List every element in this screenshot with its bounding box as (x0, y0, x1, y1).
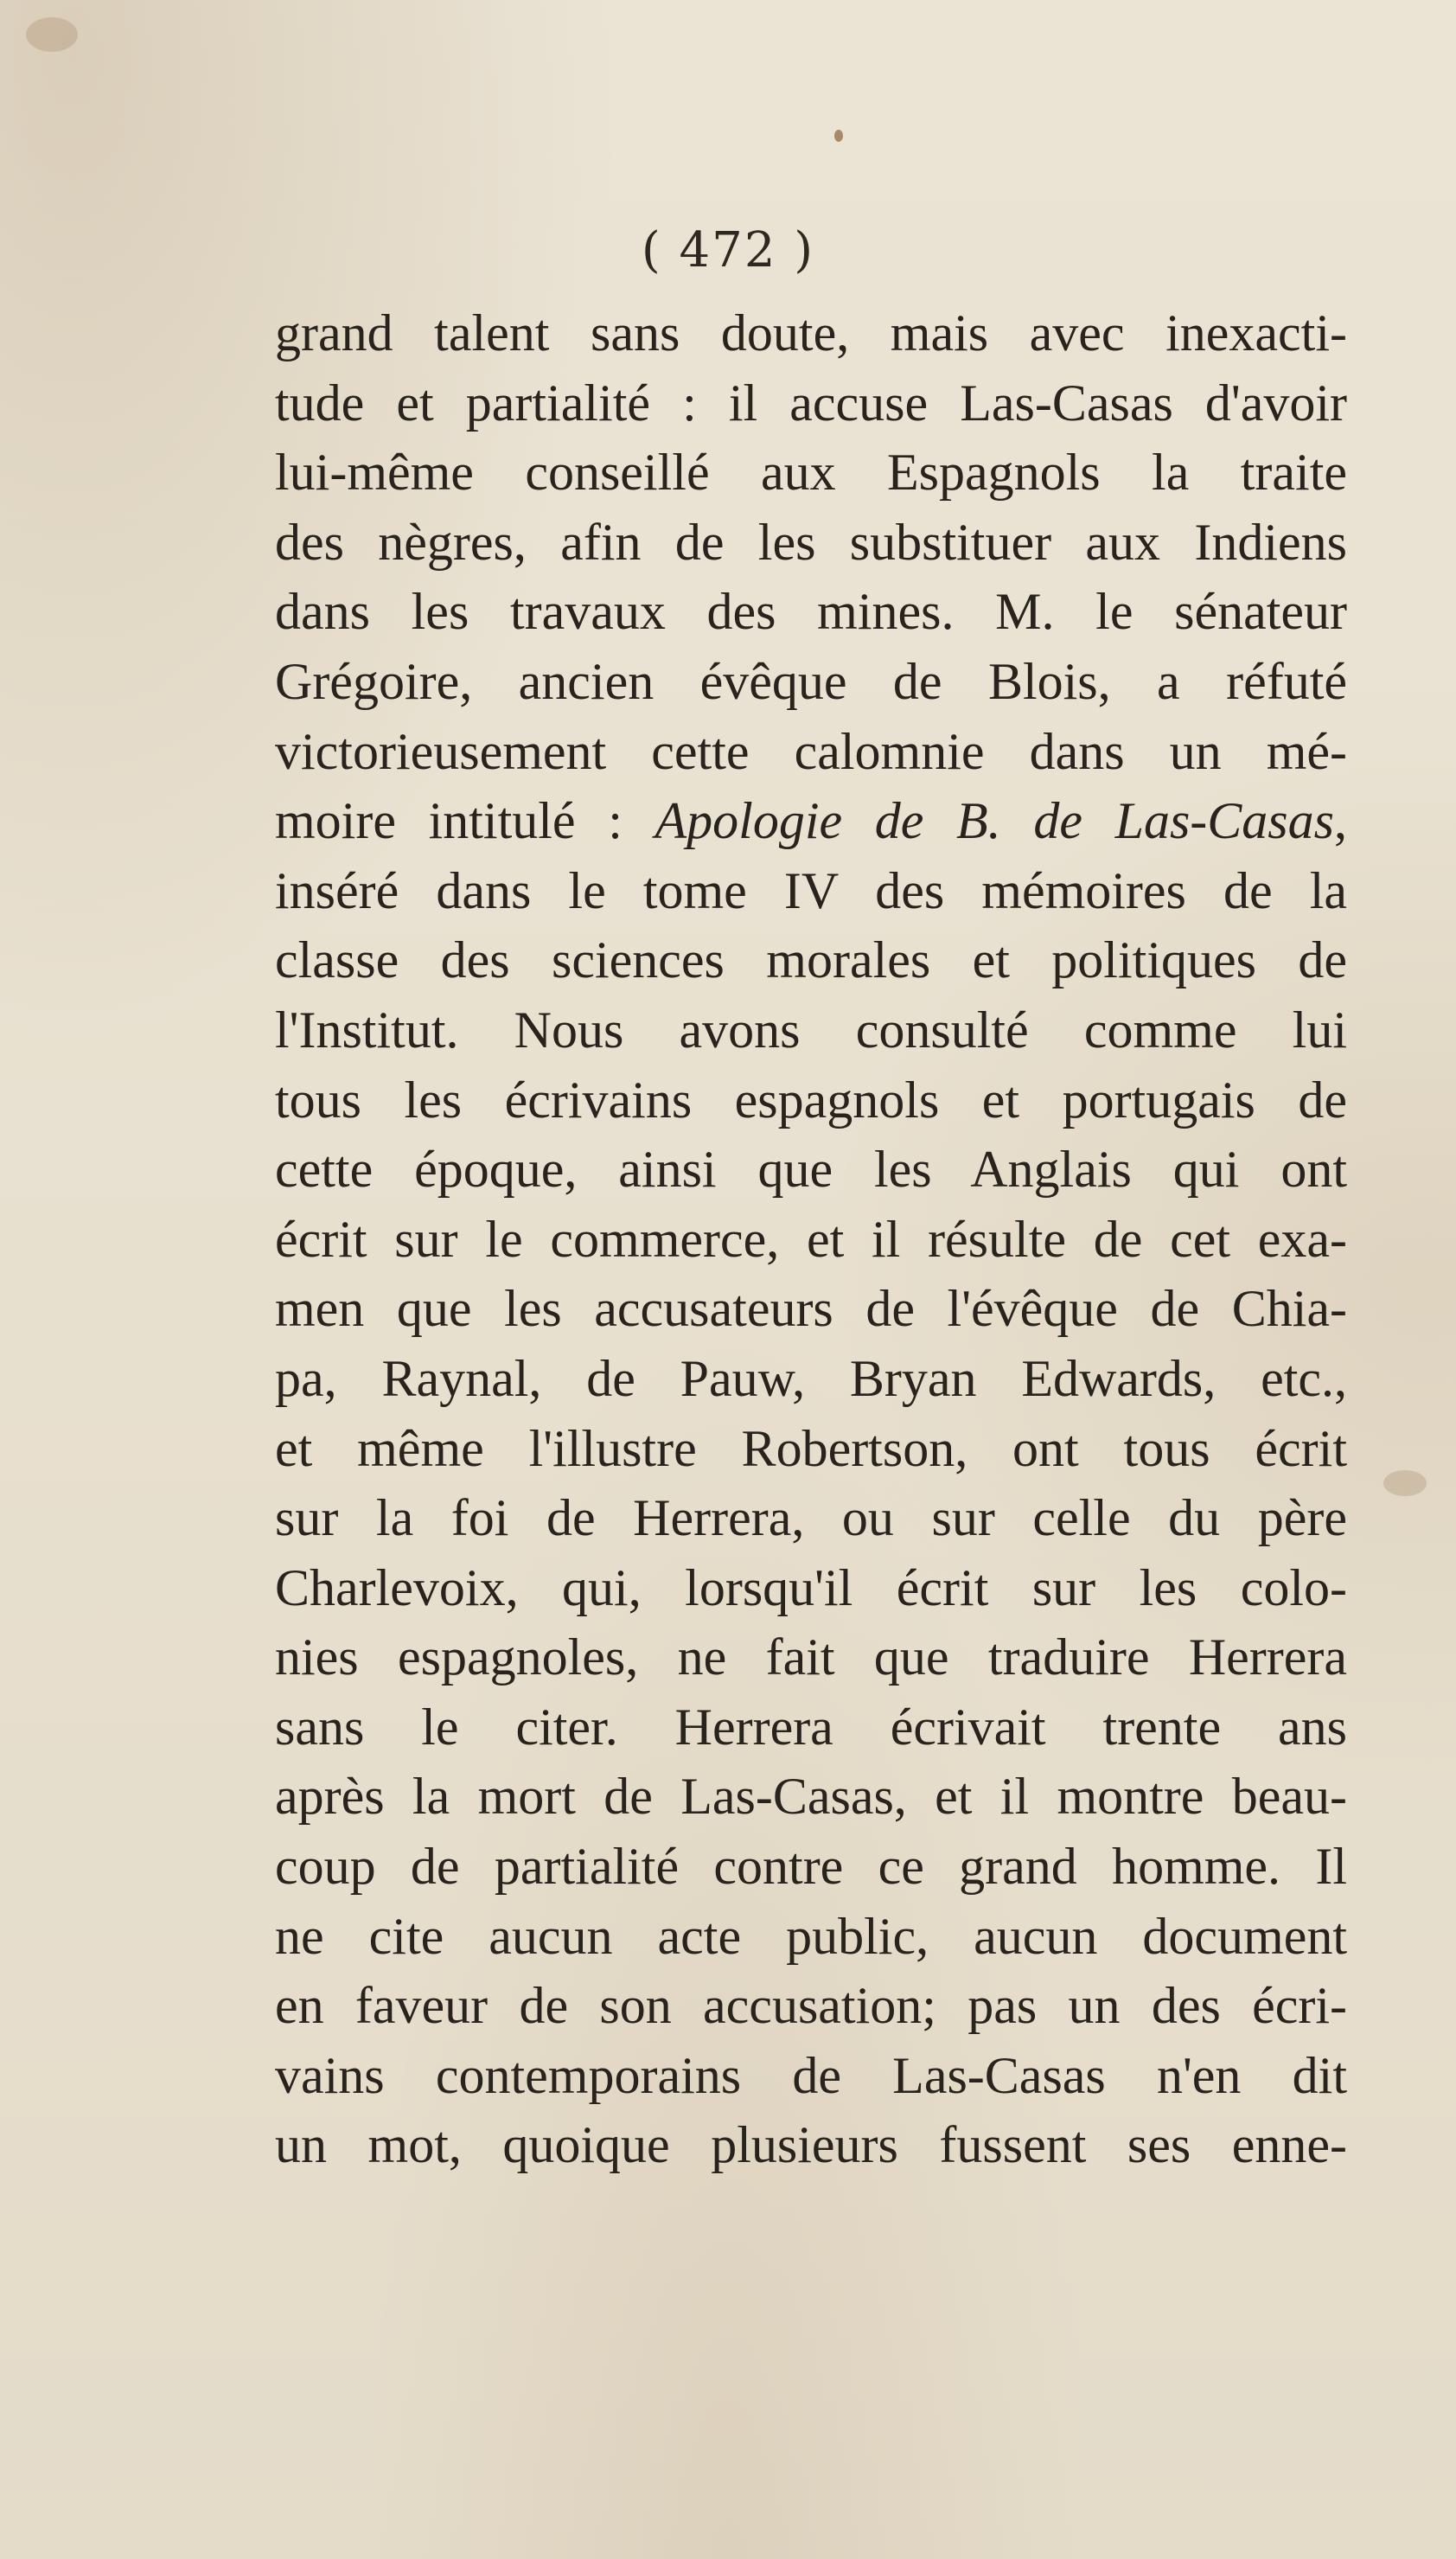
text-line: des nègres, afin de les substituer aux Indiens (275, 513, 1347, 571)
text-line: Charlevoix, qui, lorsqu'il écrit sur les colo- (275, 1558, 1347, 1616)
text-run: moire intitulé : (275, 792, 655, 850)
text-line: et même l'illustre Robertson, ont tous écrit (275, 1419, 1347, 1477)
text-line: men que les accusateurs de l'évêque de Chia- (275, 1280, 1347, 1338)
text-line: classe des sciences morales et politiques de (275, 931, 1347, 989)
text-line: tous les écrivains espagnols et portugais de (275, 1071, 1347, 1129)
text-line: Grégoire, ancien évêque de Blois, a réfuté (275, 652, 1347, 710)
text-line: grand talent sans doute, mais avec inexacti- (275, 304, 1347, 361)
text-line: ne cite aucun acte public, aucun document (275, 1907, 1347, 1965)
text-line: inséré dans le tome IV des mémoires de la (275, 861, 1347, 919)
paper-stain (26, 17, 78, 52)
italic-title: Apologie de B. de Las-Casas (655, 792, 1335, 850)
ink-fleck (834, 130, 843, 142)
text-line: lui-même conseillé aux Espagnols la traite (275, 444, 1347, 502)
text-line: tude et partialité : il accuse Las-Casas d'avoir (275, 374, 1347, 432)
text-line: en faveur de son accusation; pas un des écri- (275, 1977, 1347, 2035)
text-line: l'Institut. Nous avons consulté comme lui (275, 1001, 1347, 1059)
paper-stain (1383, 1470, 1427, 1496)
body-text (275, 298, 1347, 2180)
text-line: nies espagnoles, ne fait que traduire Herrera (275, 1628, 1347, 1686)
text-line: un mot, quoique plusieurs fussent ses enne- (275, 2116, 1347, 2174)
text-line: victorieusement cette calomnie dans un mé- (275, 722, 1347, 780)
text-line (275, 786, 1347, 856)
text-line: pa, Raynal, de Pauw, Bryan Edwards, etc., (275, 1349, 1347, 1407)
text-line: dans les travaux des mines. M. le sénateur (275, 583, 1347, 641)
text-line: coup de partialité contre ce grand homme. Il (275, 1838, 1347, 1896)
text-line: sans le citer. Herrera écrivait trente ans (275, 1698, 1347, 1756)
text-line: écrit sur le commerce, et il résulte de cet exa- (275, 1210, 1347, 1268)
page-number: ( 472 ) (641, 222, 815, 278)
text-line: cette époque, ainsi que les Anglais qui ont (275, 1141, 1347, 1199)
text-line: vains contemporains de Las-Casas n'en dit (275, 2046, 1347, 2104)
text-line: après la mort de Las-Casas, et il montre beau- (275, 1768, 1347, 1826)
text-line: sur la foi de Herrera, ou sur celle du père (275, 1489, 1347, 1547)
text-run: , (1334, 792, 1348, 850)
